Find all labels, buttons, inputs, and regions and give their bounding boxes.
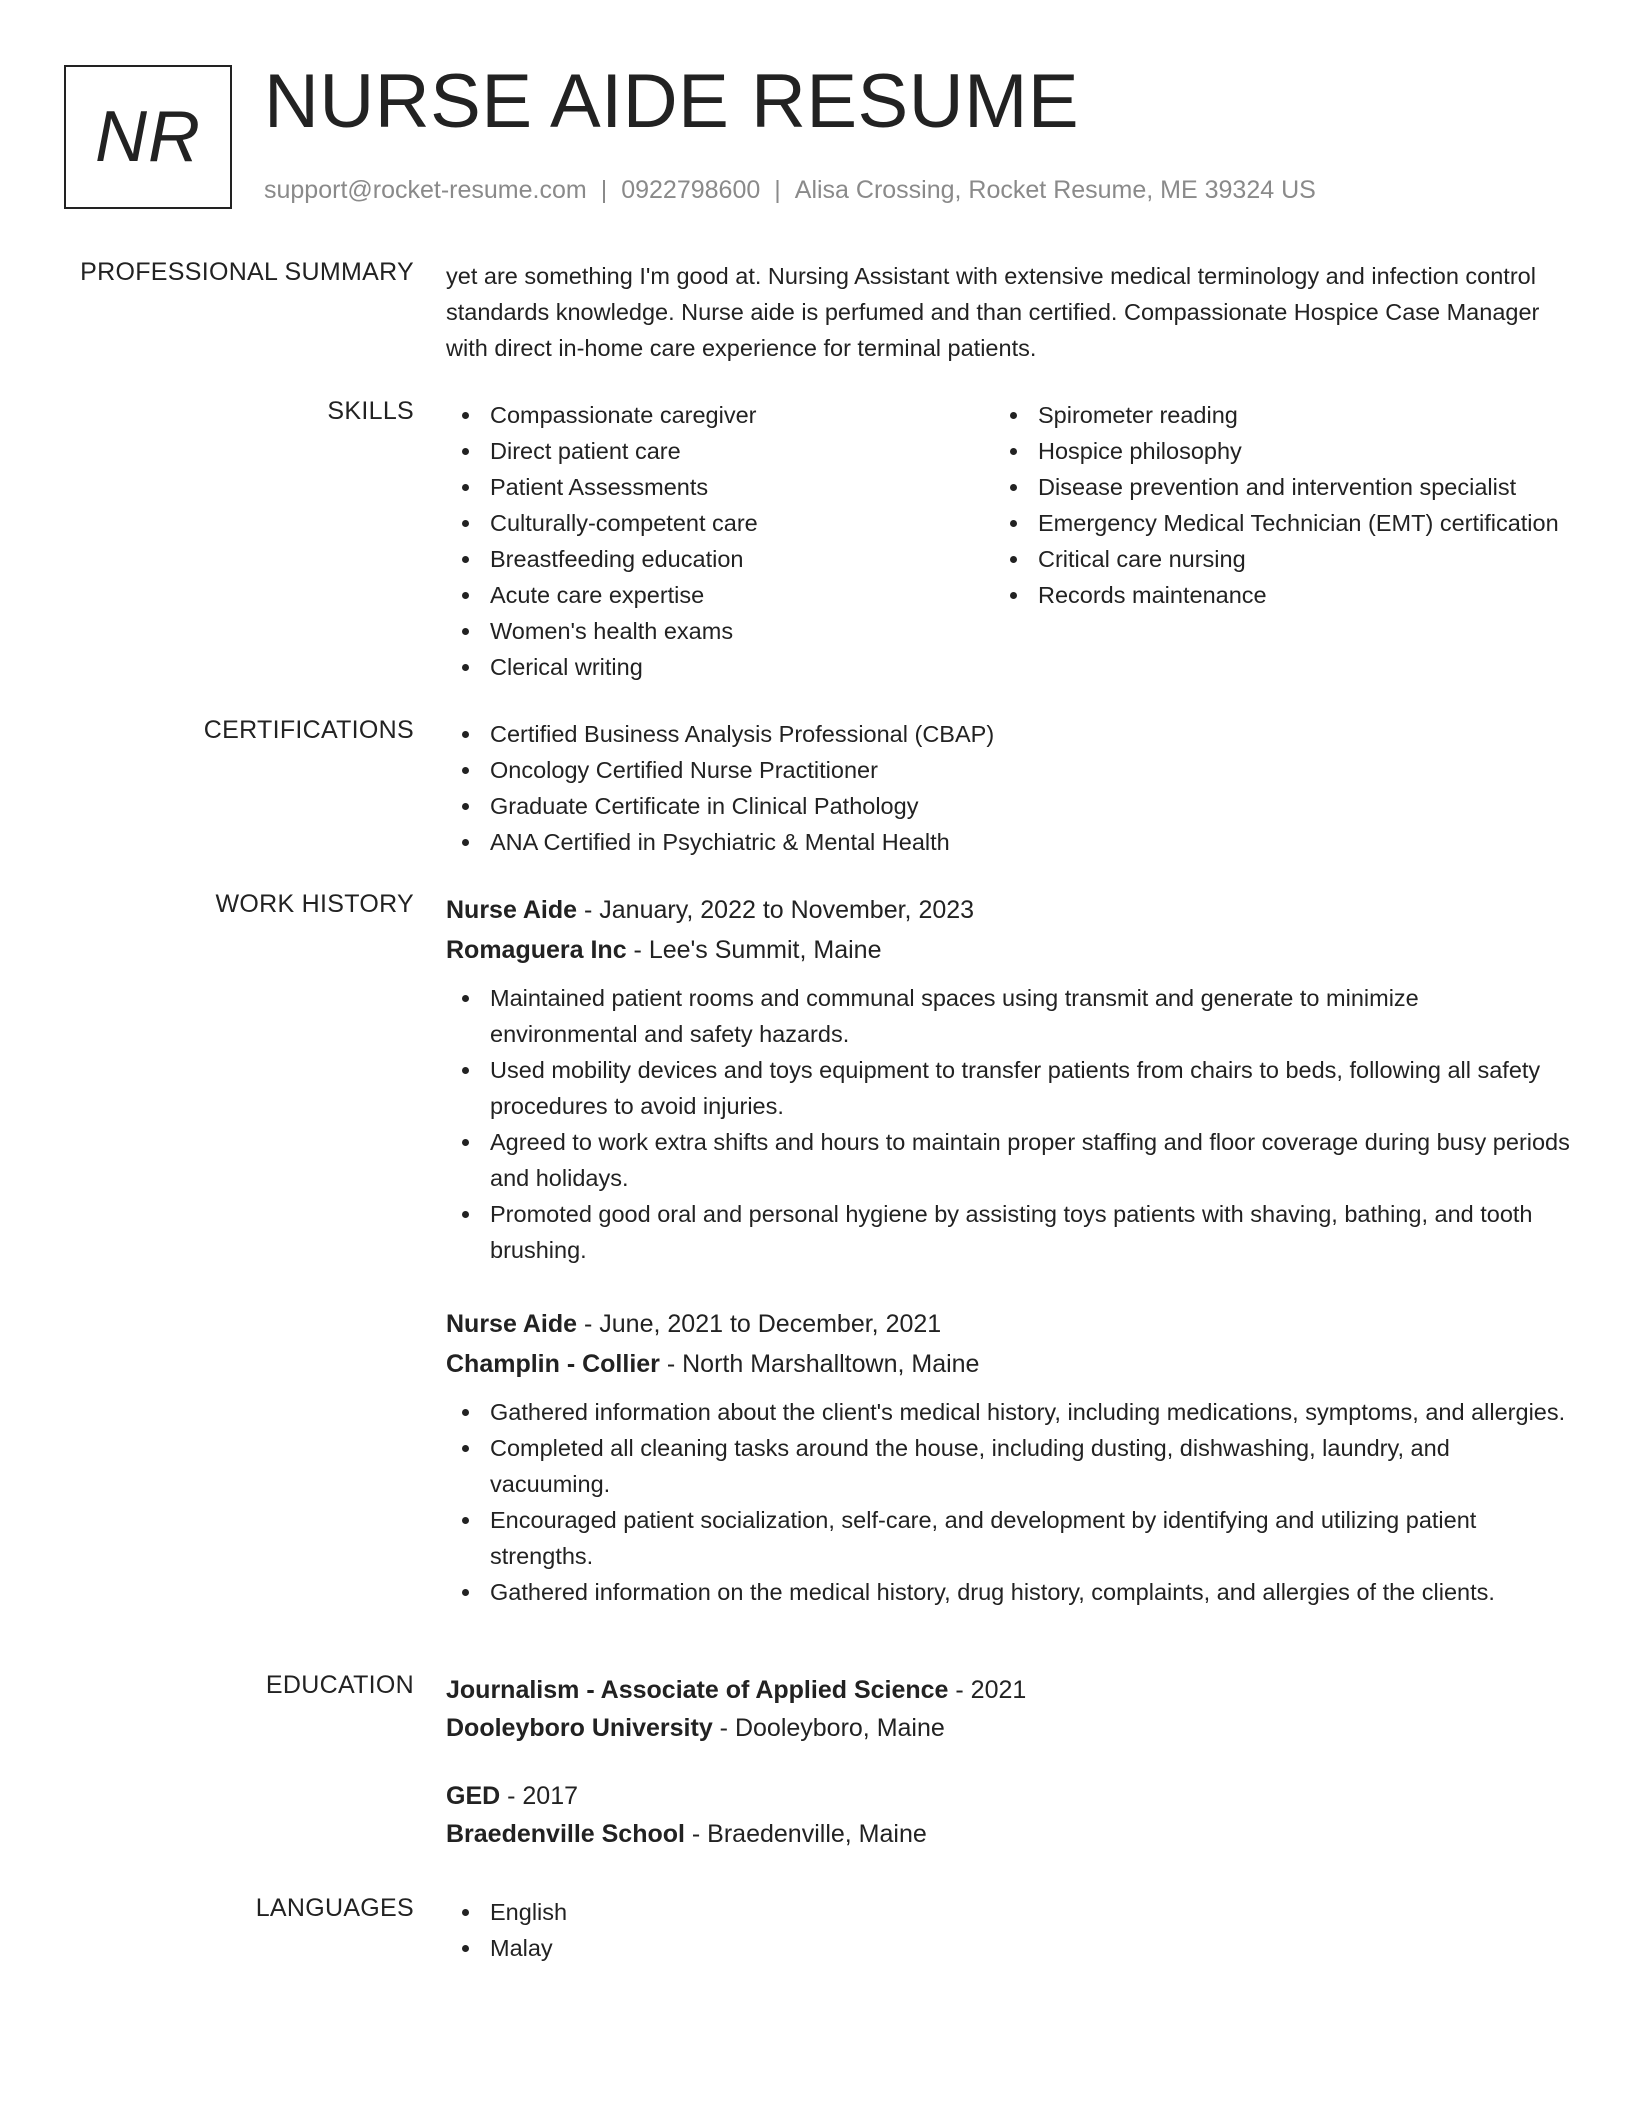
job-role: Nurse Aide: [446, 1310, 578, 1338]
job-duty-item: Completed all cleaning tasks around the house, including dusting, dishwashing, laundry, and vacuuming.: [446, 1430, 1570, 1502]
work-history-body: [446, 890, 1570, 1646]
education-location: - Dooleyboro, Maine: [712, 1714, 945, 1742]
job-dates: - January, 2022 to November, 2023: [577, 896, 975, 924]
job-company: Champlin - Collier: [446, 1350, 660, 1378]
education-entry: [446, 1777, 1570, 1853]
skill-item: Hospice philosophy: [994, 433, 1570, 469]
education-degree-line: [446, 1671, 1570, 1709]
contact-separator: |: [774, 176, 781, 204]
education-school: Braedenville School: [446, 1820, 685, 1848]
job-duty-item: Promoted good oral and personal hygiene by assisting toys patients with shaving, bathing, and tooth brushing.: [446, 1196, 1570, 1268]
job-duty-item: Maintained patient rooms and communal spaces using transmit and generate to minimize environmental and safety hazards.: [446, 980, 1570, 1052]
skill-item: Breastfeeding education: [446, 541, 994, 577]
job-duties-list: [446, 1394, 1570, 1610]
job-duty-item: Agreed to work extra shifts and hours to maintain proper staffing and floor coverage during busy periods and holidays.: [446, 1124, 1570, 1196]
job-duty-item: Gathered information on the medical history, drug history, complaints, and allergies of the clients.: [446, 1574, 1570, 1610]
job-duty-item: Gathered information about the client's medical history, including medications, symptoms, and allergies.: [446, 1394, 1570, 1430]
language-item: Malay: [446, 1930, 1570, 1966]
education-degree: Journalism - Associate of Applied Science: [446, 1676, 949, 1704]
job-duty-item: Used mobility devices and toys equipment to transfer patients from chairs to beds, following all safety procedures to avoid injuries.: [446, 1052, 1570, 1124]
education-school: Dooleyboro University: [446, 1714, 713, 1742]
certifications-list: [446, 716, 1570, 860]
certifications-body: [446, 716, 1570, 860]
skill-item: Critical care nursing: [994, 541, 1570, 577]
skill-item: Women's health exams: [446, 613, 994, 649]
skills-columns: [446, 397, 1570, 685]
languages-list: [446, 1894, 1570, 1966]
education-year: - 2017: [500, 1782, 579, 1810]
contact-phone: 0922798600: [621, 176, 761, 204]
section-title-education: EDUCATION: [265, 1671, 414, 1699]
section-title-work-history: WORK HISTORY: [215, 890, 414, 918]
education-school-line: [446, 1815, 1570, 1853]
section-title-summary: PROFESSIONAL SUMMARY: [80, 258, 414, 286]
section-title-certifications: CERTIFICATIONS: [203, 716, 414, 744]
skill-item: Clerical writing: [446, 649, 994, 685]
job-role: Nurse Aide: [446, 896, 578, 924]
contact-line: [264, 176, 1316, 205]
skill-item: Emergency Medical Technician (EMT) certification: [994, 505, 1570, 541]
languages-body: [446, 1894, 1570, 1966]
certification-item: Graduate Certificate in Clinical Pathology: [446, 788, 1570, 824]
skill-item: Culturally-competent care: [446, 505, 994, 541]
education-degree: GED: [446, 1782, 501, 1810]
education-body: [446, 1671, 1570, 1883]
job-duties-list: [446, 980, 1570, 1268]
education-degree-line: [446, 1777, 1570, 1815]
skill-item: Compassionate caregiver: [446, 397, 994, 433]
contact-address: Alisa Crossing, Rocket Resume, ME 39324 US: [794, 176, 1316, 204]
skill-item: Records maintenance: [994, 577, 1570, 613]
skills-list-left: [446, 397, 994, 685]
contact-email: support@rocket-resume.com: [264, 176, 587, 204]
monogram-box: [64, 65, 232, 209]
job-dates: - June, 2021 to December, 2021: [577, 1310, 942, 1338]
resume-title: NURSE AIDE RESUME: [264, 59, 1080, 144]
job-role-line: [446, 1304, 1570, 1344]
language-item: English: [446, 1894, 1570, 1930]
section-title-skills: SKILLS: [327, 397, 414, 425]
contact-separator: |: [600, 176, 608, 204]
job-role-line: [446, 890, 1570, 930]
skill-item: Spirometer reading: [994, 397, 1570, 433]
skill-item: Patient Assessments: [446, 469, 994, 505]
skill-item: Direct patient care: [446, 433, 994, 469]
skill-item: Disease prevention and intervention specialist: [994, 469, 1570, 505]
section-title-languages: LANGUAGES: [255, 1894, 414, 1922]
job-duty-item: Encouraged patient socialization, self-care, and development by identifying and utilizing patient strengths.: [446, 1502, 1570, 1574]
skills-list-right: [994, 397, 1570, 685]
certification-item: Certified Business Analysis Professional (CBAP): [446, 716, 1570, 752]
education-entry: [446, 1671, 1570, 1747]
job-company: Romaguera Inc: [446, 936, 627, 964]
monogram-initials: NR: [95, 97, 201, 177]
summary-text: yet are something I'm good at. Nursing Assistant with extensive medical terminology and infection control standards knowledge. Nurse aide is perfumed and than certified. Compassionate Hospice Case Manager with direct in-home care experience for terminal patients.: [446, 263, 1540, 361]
certification-item: ANA Certified in Psychiatric & Mental Health: [446, 824, 1570, 860]
job-location: - Lee's Summit, Maine: [626, 936, 882, 964]
job-entry: [446, 890, 1570, 1268]
skill-item: Acute care expertise: [446, 577, 994, 613]
education-year: - 2021: [948, 1676, 1027, 1704]
education-location: - Braedenville, Maine: [684, 1820, 927, 1848]
education-school-line: [446, 1709, 1570, 1747]
job-company-line: [446, 1344, 1570, 1384]
certification-item: Oncology Certified Nurse Practitioner: [446, 752, 1570, 788]
job-entry: [446, 1304, 1570, 1610]
job-location: - North Marshalltown, Maine: [659, 1350, 980, 1378]
job-company-line: [446, 930, 1570, 970]
